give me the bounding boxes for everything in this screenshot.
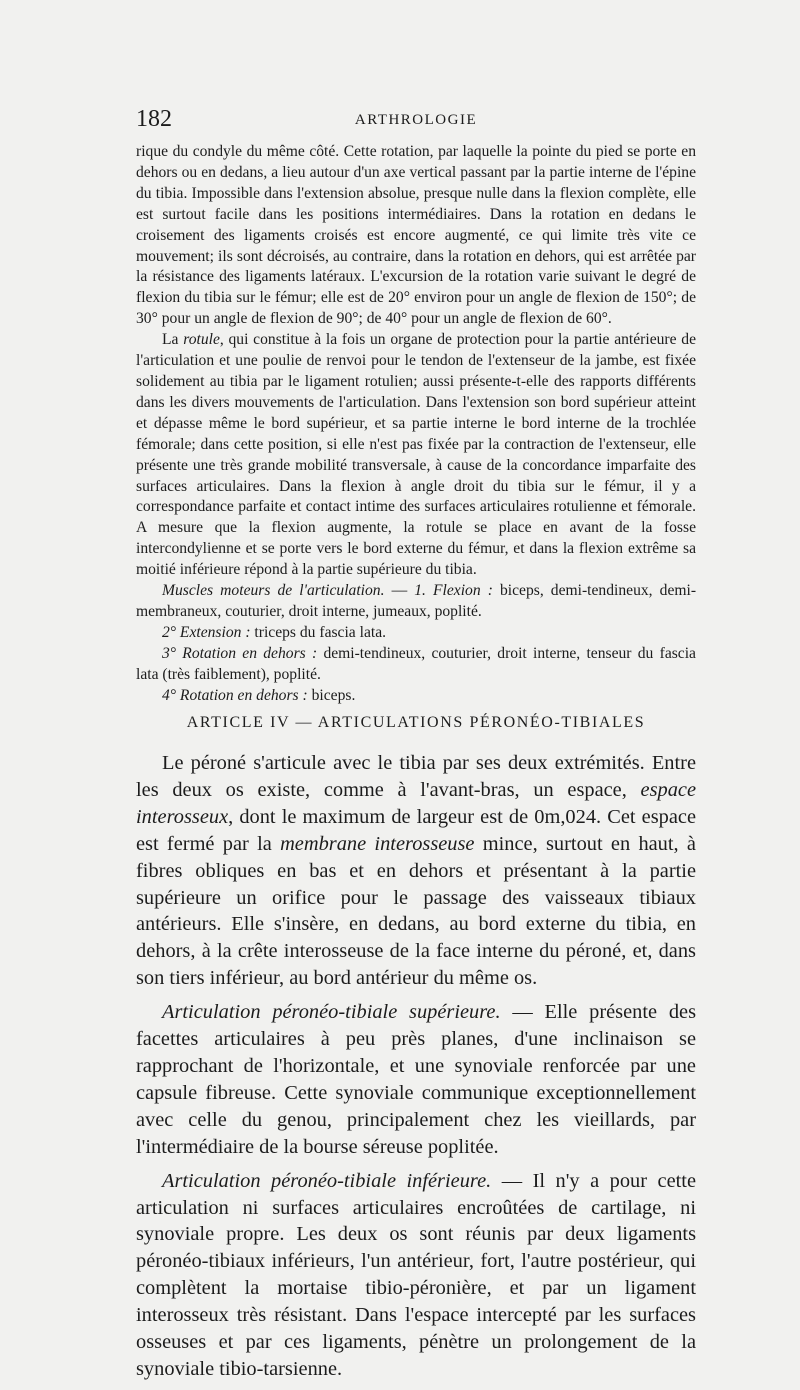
- muscle-item-text: biceps.: [307, 686, 356, 704]
- knee-section-text: [136, 142, 696, 706]
- superior-joint-title: Articulation péronéo-tibiale supérieure.: [162, 1001, 501, 1024]
- page-number: 182: [136, 106, 172, 132]
- rotule-lead: La: [162, 331, 184, 349]
- interosseous-membrane-term: membrane interosseuse: [280, 832, 475, 855]
- muscle-item-text: triceps du fascia lata.: [250, 623, 387, 641]
- muscle-item-text: demi-tendineux, couturier, droit interne, tenseur du fascia lata (très faiblement), poplité.: [136, 644, 696, 683]
- muscle-item-label: 2° Extension :: [162, 623, 251, 641]
- rotule-text: , qui constitue à la fois un organe de protection pour la partie antérieure de l'articulation et une poulie de renvoi pour le tendon de l'extenseur de la jambe, est fixée solidement au tibia par le ligament rotulien; aussi présente-t-elle des rapports différents dans les divers mouvements de l'articulation. Dans l'extension son bord supérieur atteint et dépasse même le bord supérieur, et sa partie interne le bord interne de la trochlée fémorale; dans cette position, si elle n'est pas fixée par la contraction de l'extenseur, elle présente une très grande mobilité transversale, à cause de la concordance imparfaite des surfaces articulaires. Dans la flexion à angle droit du tibia sur le fémur, il y a correspondance parfaite et contact intime des surfaces articulaires rotulienne et fémorale. A mesure que la flexion augmente, la rotule se place en avant de la fosse intercondylienne et se porte vers le bord externe du fémur, et dans la flexion extrême sa moitié inférieure répond à la partie supérieure du tibia.: [136, 331, 696, 579]
- muscle-item-label: 1. Flexion :: [414, 582, 493, 600]
- superior-joint-paragraph: [136, 999, 696, 1160]
- page-header: [136, 106, 696, 134]
- muscle-item: [136, 644, 696, 686]
- muscles-title: Muscles moteurs de l'articulation.: [162, 582, 385, 600]
- intro-text: Le péroné s'articule avec le tibia par ses deux extrémités. Entre les deux os existe, comme à l'avant-bras, un espace,: [136, 752, 696, 801]
- interosseous-space-term: espace interosseux: [136, 778, 696, 828]
- muscle-item: [136, 686, 696, 707]
- muscle-item-label: 3° Rotation en dehors :: [162, 644, 318, 662]
- inferior-joint-paragraph: [136, 1168, 696, 1383]
- inferior-joint-title: Articulation péronéo-tibiale inférieure.: [162, 1169, 492, 1192]
- muscle-item: [136, 623, 696, 644]
- intro-paragraph: [136, 750, 696, 992]
- rotule-term: rotule: [183, 331, 220, 349]
- peroneo-tibial-text: [136, 750, 696, 1390]
- superior-joint-text: — Elle présente des facettes articulaires à peu près planes, d'une inclinaison se rapprochant de l'horizontale, et une synoviale renforcée par une capsule fibreuse. Cette synoviale communique exceptionnellement avec celle du genou, principalement chez les vieillards, par l'intermédiaire de la bourse séreuse poplitée.: [136, 1001, 697, 1158]
- muscle-item-label: 4° Rotation en dehors :: [162, 686, 308, 704]
- intro-text: , dont le maximum de largeur est de 0m,024. Cet espace est fermé par la: [136, 805, 696, 855]
- inferior-joint-text: — Il n'y a pour cette articulation ni surfaces articulaires encroûtées de cartilage, ni synoviale propre. Les deux os sont réunis par deux ligaments péronéo-tibiaux inférieurs, l'un antérieur, fort, l'autre postérieur, qui complètent la mortaise tibio-péronière, et par un ligament interosseux très résistant. Dans l'espace intercepté par les surfaces osseuses et par ces ligaments, pénètre un prolongement de la synoviale tibio-tarsienne.: [136, 1169, 696, 1380]
- rotation-paragraph: rique du condyle du même côté. Cette rotation, par laquelle la pointe du pied se porte en dehors ou en dedans, a lieu autour d'un axe vertical passant par la partie interne de l'épine du tibia. Impossible dans l'extension absolue, presque nulle dans la flexion complète, elle est surtout facile dans les positions intermédiaires. Dans la rotation en dedans le croisement des ligaments croisés est encore augmenté, ce qui limite très vite ce mouvement; ils sont décroisés, au contraire, dans la rotation en dehors, qui est arrêtée par la résistance des ligaments latéraux. L'excursion de la rotation varie suivant le degré de flexion du tibia sur le fémur; elle est de 20° environ pour un angle de flexion de 150°; de 30° pour un angle de flexion de 90°; de 40° pour un angle de flexion de 60°.: [136, 143, 696, 328]
- running-title: ARTHROLOGIE: [354, 112, 478, 128]
- muscles-dash: —: [384, 582, 415, 600]
- article-heading: ARTICLE IV — ARTICULATIONS PÉRONÉO-TIBIALES: [186, 714, 646, 731]
- muscle-item-text: biceps, demi-tendineux, demi-membraneux, couturier, droit interne, jumeaux, poplité.: [136, 582, 697, 620]
- intro-text: mince, surtout en haut, à fibres obliques en bas et en dehors et présentant à la partie supérieure un orifice pour le passage des vaisseaux tibiaux antérieurs. Elle s'insère, en dedans, au bord externe du tibia, en dehors, à la crête interosseuse de la face interne du péroné, et, dans son tiers inférieur, au bord antérieur du même os.: [136, 832, 696, 990]
- muscles-heading-line: [136, 581, 696, 623]
- rotule-paragraph: [136, 330, 696, 581]
